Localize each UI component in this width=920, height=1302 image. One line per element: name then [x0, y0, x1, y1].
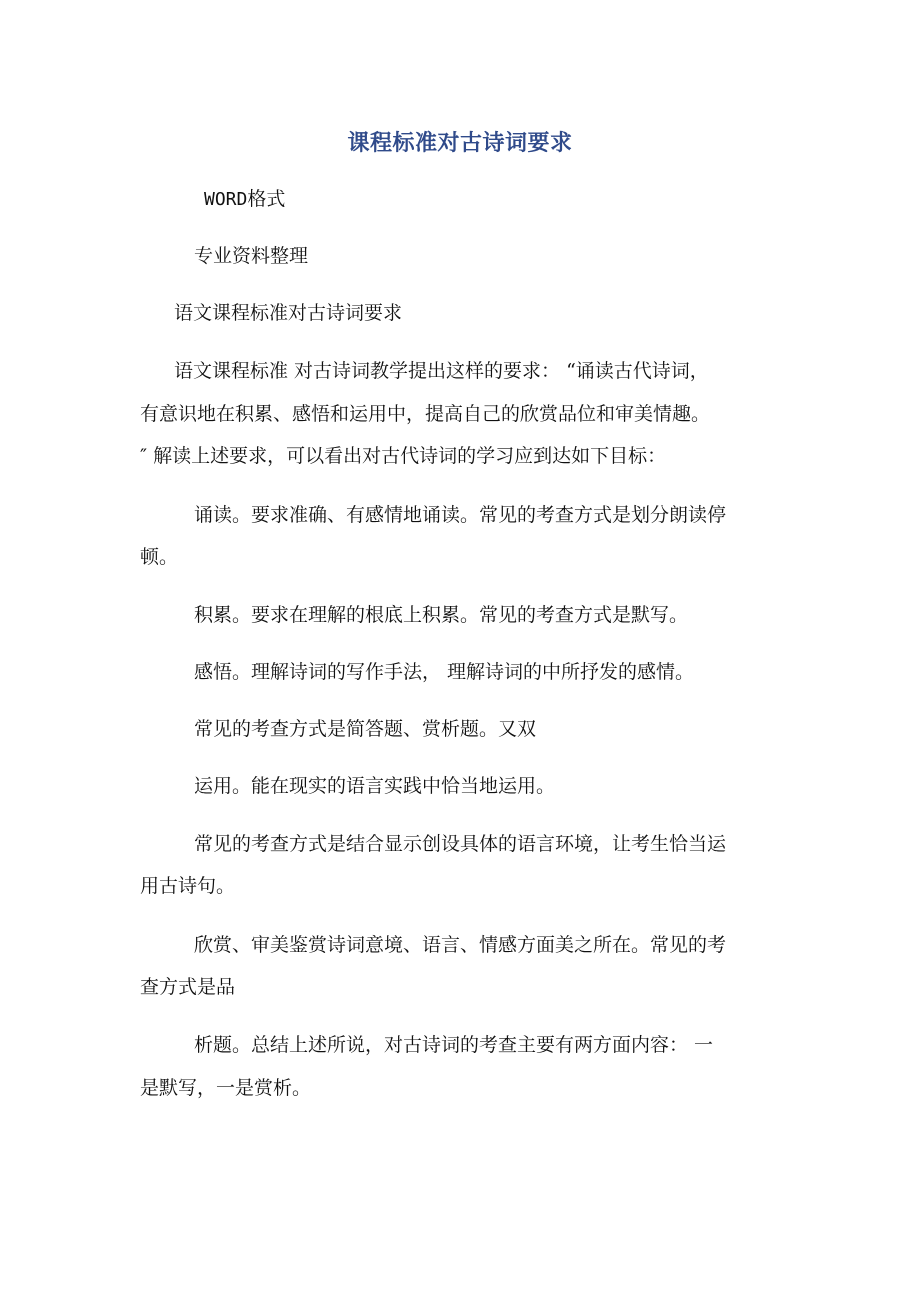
paragraph-8-line-2: 查方式是品	[140, 976, 236, 998]
header-tag	[204, 186, 285, 213]
header-tag-cn: 格式	[247, 188, 286, 210]
paragraph-2-line-1: 诵读。要求准确、有感情地诵读。常见的考查方式是划分朗读停	[194, 504, 727, 526]
paragraph-7-line-1: 常见的考查方式是结合显示创设具体的语言环境，让考生恰当运	[194, 833, 727, 855]
paragraph-9-line-2: 是默写，一是赏析。	[140, 1077, 312, 1099]
paragraph-3-line-1: 积累。要求在理解的根底上积累。常见的考查方式是默写。	[194, 604, 689, 626]
paragraph-4-line-1: 感悟。理解诗词的写作手法， 理解诗词的中所抒发的感情。	[194, 661, 695, 683]
paragraph-6-line-1: 运用。能在现实的语言实践中恰当地运用。	[194, 775, 556, 797]
document-title: 课程标准对古诗词要求	[347, 131, 573, 156]
paragraph-2-line-2: 顿。	[140, 546, 179, 568]
paragraph-1-line-3: ″ 解读上述要求，可以看出对古代诗词的学习应到达如下目标：	[140, 445, 667, 467]
paragraph-7-line-2: 用古诗句。	[140, 875, 236, 897]
subheader: 专业资料整理	[194, 245, 309, 267]
paragraph-5-line-1: 常见的考查方式是简答题、赏析题。又双	[194, 718, 537, 740]
paragraph-8-line-1: 欣赏、审美鉴赏诗词意境、语言、情感方面美之所在。常见的考	[194, 934, 727, 956]
paragraph-9-line-1: 析题。总结上述所说，对古诗词的考查主要有两方面内容： 一	[194, 1034, 714, 1056]
paragraph-1-line-1: 语文课程标准 对古诗词教学提出这样的要求： “诵读古代诗词，	[174, 360, 709, 382]
section-heading: 语文课程标准对古诗词要求	[174, 302, 403, 324]
paragraph-1-line-2: 有意识地在积累、感悟和运用中，提高自己的欣赏品位和审美情趣。	[140, 403, 711, 425]
header-tag-latin: WORD	[204, 189, 248, 210]
